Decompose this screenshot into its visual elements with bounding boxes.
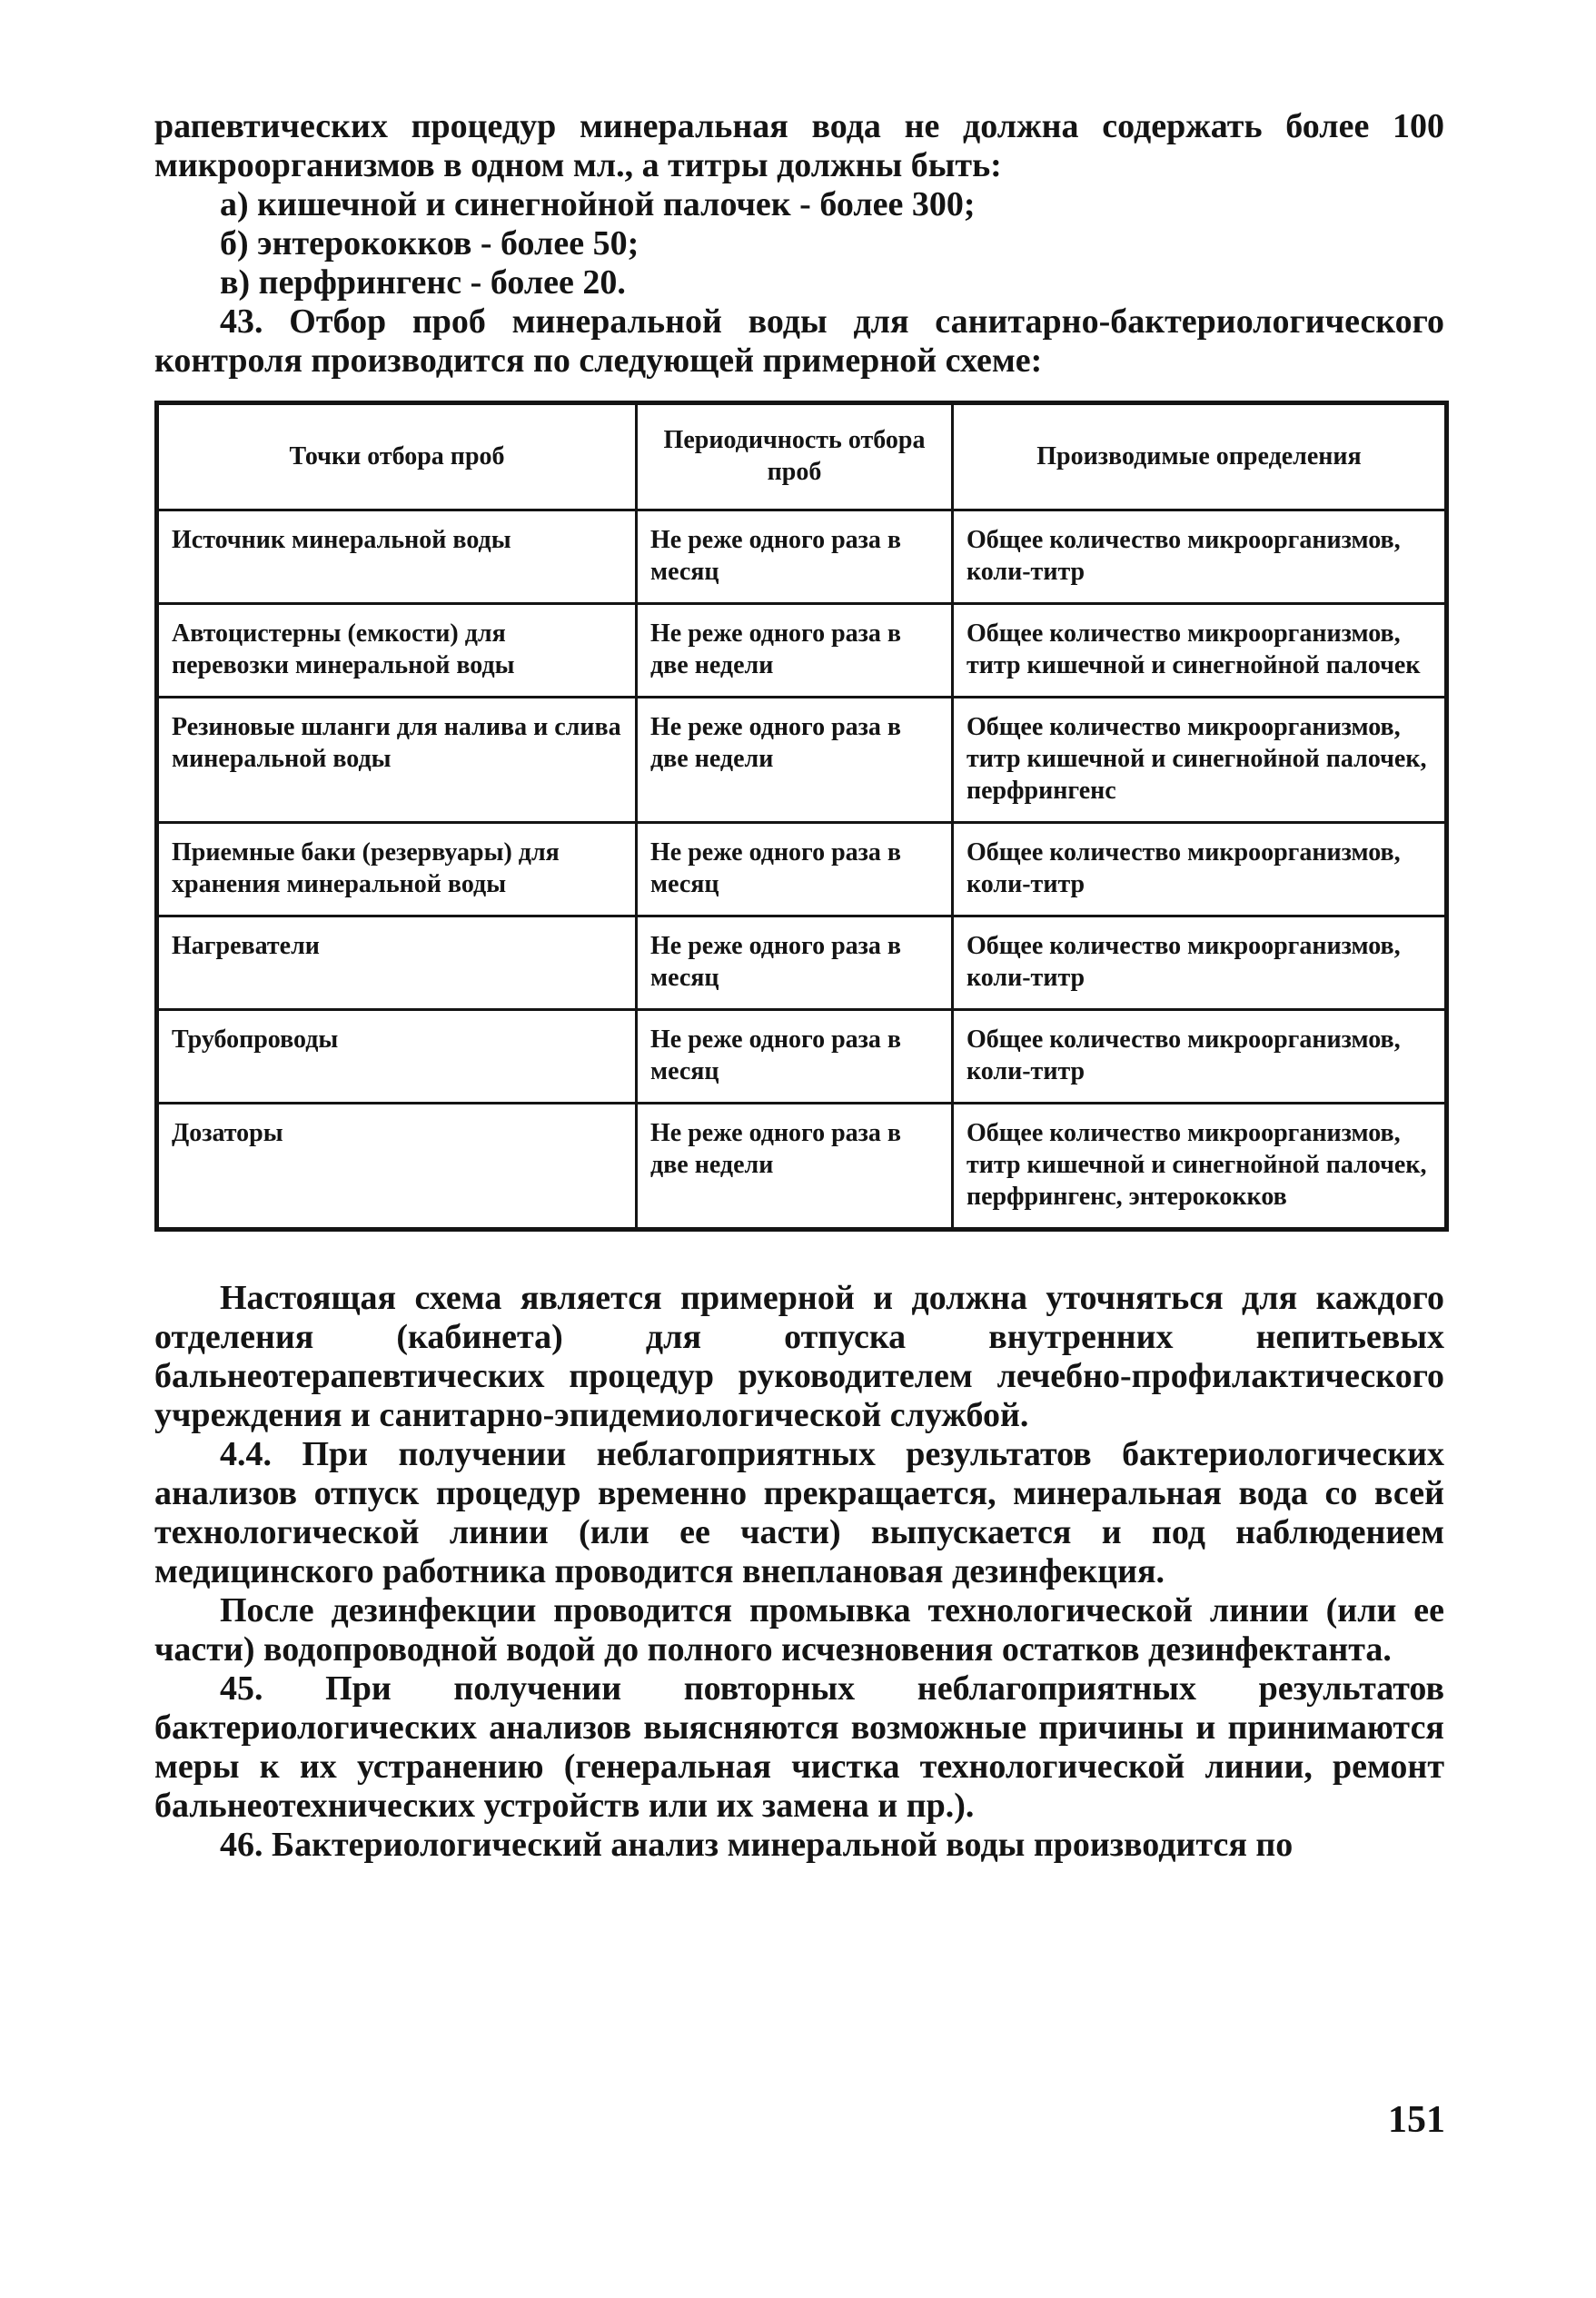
cell-period: Не реже одного раза в месяц xyxy=(637,823,953,916)
paragraph-44: 4.4. При получении неблагоприятных результатов бактериологических анализов отпуск процедур временно прекращается, минеральная вода со всей технологической линии (или ее части) выпускается и под наблюдением медицинского работника проводится внеплановая дезинфекция. xyxy=(154,1435,1444,1590)
cell-period: Не реже одного раза в месяц xyxy=(637,510,953,604)
cell-tests: Общее количество микроорганизмов, коли-титр xyxy=(953,823,1447,916)
cell-tests: Общее количество микроорганизмов, титр кишечной и синегнойной палочек, перфрингенс xyxy=(953,698,1447,823)
document-page xyxy=(154,107,1444,1865)
cell-period: Не реже одного раза в две недели xyxy=(637,1104,953,1230)
cell-tests: Общее количество микроорганизмов, титр кишечной и синегнойной палочек, перфрингенс, энтерококков xyxy=(953,1104,1447,1230)
cell-point: Источник минеральной воды xyxy=(157,510,637,604)
cell-point: Дозаторы xyxy=(157,1104,637,1230)
cell-tests: Общее количество микроорганизмов, титр кишечной и синегнойной палочек xyxy=(953,604,1447,698)
cell-point: Резиновые шланги для налива и слива минеральной воды xyxy=(157,698,637,823)
cell-tests: Общее количество микроорганизмов, коли-титр xyxy=(953,510,1447,604)
header-determinations: Производимые определения xyxy=(953,403,1447,510)
list-item-a: а) кишечной и синегнойной палочек - более 300; xyxy=(220,185,976,223)
scheme-note-paragraph: Настоящая схема является примерной и должна уточняться для каждого отделения (кабинета) для отпуска внутренних непитьевых бальнеотерапевтических процедур руководителем лечебно-профилактического учреждения и санитарно-эпидемиологической службой. xyxy=(154,1279,1444,1434)
table-row xyxy=(157,510,1447,604)
paragraph-45: 45. При получении повторных неблагоприятных результатов бактериологических анализов выясняются возможные причины и принимаются меры к их устранению (генеральная чистка технологической линии, ремонт бальнеотехнических устройств или их замена и пр.). xyxy=(154,1669,1444,1825)
cell-period: Не реже одного раза в две недели xyxy=(637,604,953,698)
table-row xyxy=(157,823,1447,916)
cell-period: Не реже одного раза в месяц xyxy=(637,1010,953,1104)
list-item-c: в) перфрингенс - более 20. xyxy=(220,263,626,302)
table-header-row xyxy=(157,403,1447,510)
cell-period: Не реже одного раза в две недели xyxy=(637,698,953,823)
page-number: 151 xyxy=(1388,2099,1445,2141)
table-row xyxy=(157,1010,1447,1104)
paragraph-43: 43. Отбор проб минеральной воды для санитарно-бактериологического контроля производится по следующей примерной схеме: xyxy=(154,302,1444,380)
header-frequency: Периодичность отбора проб xyxy=(637,403,953,510)
list-item-b: б) энтерококков - более 50; xyxy=(220,224,639,262)
header-sampling-points: Точки отбора проб xyxy=(157,403,637,510)
paragraph-46: 46. Бактериологический анализ минеральной воды производится по xyxy=(220,1826,1294,1864)
cell-point: Трубопроводы xyxy=(157,1010,637,1104)
cell-point: Нагреватели xyxy=(157,916,637,1010)
intro-paragraph: рапевтических процедур минеральная вода не должна содержать более 100 микроорганизмов в одном мл., а титры должны быть: xyxy=(154,107,1444,184)
table-row xyxy=(157,698,1447,823)
sampling-schedule-table xyxy=(154,401,1449,1232)
cell-point: Приемные баки (резервуары) для хранения минеральной воды xyxy=(157,823,637,916)
cell-tests: Общее количество микроорганизмов, коли-титр xyxy=(953,1010,1447,1104)
table-row xyxy=(157,604,1447,698)
table-row xyxy=(157,916,1447,1010)
cell-tests: Общее количество микроорганизмов, коли-титр xyxy=(953,916,1447,1010)
cell-point: Автоцистерны (емкости) для перевозки минеральной воды xyxy=(157,604,637,698)
table-row xyxy=(157,1104,1447,1230)
cell-period: Не реже одного раза в месяц xyxy=(637,916,953,1010)
after-disinfection-paragraph: После дезинфекции проводится промывка технологической линии (или ее части) водопроводной водой до полного исчезновения остатков дезинфектанта. xyxy=(154,1591,1444,1669)
